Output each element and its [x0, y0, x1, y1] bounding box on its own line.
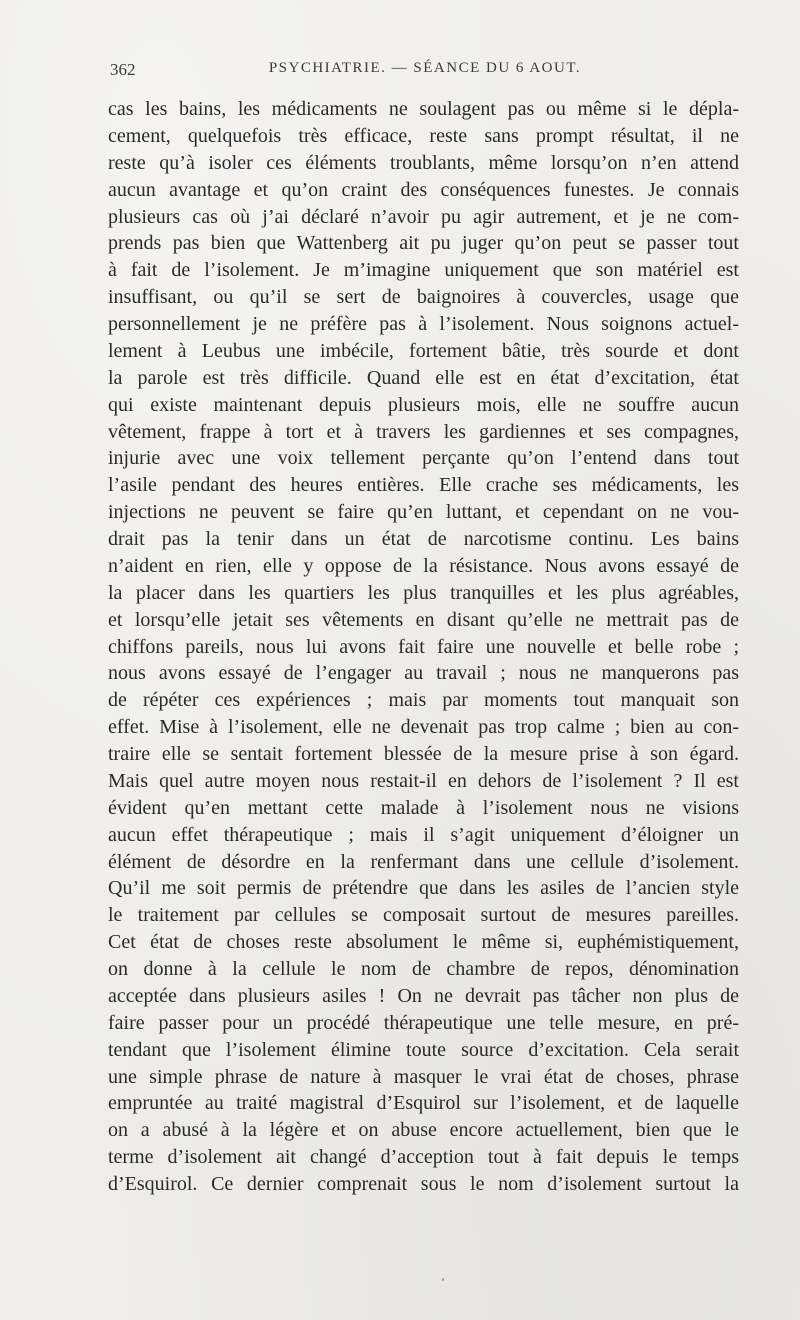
- text-line: à fait de l’isolement. Je m’imagine uniquement que son matériel est: [108, 259, 739, 282]
- text-line: prends pas bien que Wattenberg ait pu juger qu’on peut se passer tout: [108, 232, 739, 255]
- page-speck: [442, 1278, 444, 1281]
- text-line: personnellement je ne préfère pas à l’isolement. Nous soignons actuel-: [108, 313, 739, 335]
- text-line: chiffons pareils, nous lui avons fait faire une nouvelle et belle robe ;: [108, 635, 739, 658]
- text-line: effet. Mise à l’isolement, elle ne devenait pas trop calme ; bien au con-: [108, 716, 739, 739]
- text-line: reste qu’à isoler ces éléments troublants, même lorsqu’on n’en attend: [108, 151, 739, 174]
- text-line: acceptée dans plusieurs asiles ! On ne devrait pas tâcher non plus de: [108, 984, 739, 1007]
- running-title: PSYCHIATRIE. — SÉANCE DU 6 AOUT.: [268, 60, 582, 76]
- text-line: Cet état de choses reste absolument le même si, euphémistiquement,: [108, 931, 739, 954]
- text-line: n’aident en rien, elle y oppose de la résistance. Nous avons essayé de: [108, 554, 739, 577]
- text-line: la placer dans les quartiers les plus tranquilles et les plus agréables,: [108, 581, 739, 604]
- text-line: empruntée au traité magistral d’Esquirol sur l’isolement, et de laquelle: [108, 1092, 739, 1115]
- text-line: on a abusé à la légère et on abuse encore actuellement, bien que le: [108, 1119, 739, 1142]
- text-line: cement, quelquefois très efficace, reste sans prompt résultat, il ne: [108, 124, 739, 147]
- text-line: drait pas la tenir dans un état de narcotisme continu. Les bains: [108, 528, 739, 550]
- text-line: d’Esquirol. Ce dernier comprenait sous le nom d’isolement surtout la: [108, 1173, 739, 1195]
- text-line: injections ne peuvent se faire qu’en luttant, et cependant on ne vou-: [108, 501, 739, 524]
- text-line: évident qu’en mettant cette malade à l’isolement nous ne visions: [108, 796, 739, 819]
- text-line: insuffisant, ou qu’il se sert de baignoires à couvercles, usage que: [108, 286, 739, 309]
- text-line: plusieurs cas où j’ai déclaré n’avoir pu agir autrement, et je ne com-: [108, 205, 739, 228]
- text-line: lement à Leubus une imbécile, fortement bâtie, très sourde et dont: [108, 339, 739, 362]
- body-text: [108, 96, 739, 1198]
- text-line: l’asile pendant des heures entières. Elle crache ses médicaments, les: [108, 474, 739, 497]
- text-line: une simple phrase de nature à masquer le vrai état de choses, phrase: [108, 1065, 739, 1088]
- text-line: tendant que l’isolement élimine toute source d’excitation. Cela serait: [108, 1038, 739, 1061]
- page-number: 362: [110, 60, 136, 79]
- text-line: le traitement par cellules se composait surtout de mesures pareilles.: [108, 904, 739, 927]
- text-line: on donne à la cellule le nom de chambre de repos, dénomination: [108, 958, 739, 980]
- text-line: nous avons essayé de l’engager au travail ; nous ne manquerons pas: [108, 662, 739, 685]
- text-line: Qu’il me soit permis de prétendre que dans les asiles de l’ancien style: [108, 877, 739, 900]
- text-line: traire elle se sentait fortement blessée de la mesure prise à son égard.: [108, 743, 739, 765]
- text-line: élément de désordre en la renfermant dans une cellule d’isolement.: [108, 850, 739, 873]
- text-line: vêtement, frappe à tort et à travers les gardiennes et ses compagnes,: [108, 420, 739, 443]
- text-line: terme d’isolement ait changé d’acception tout à fait depuis le temps: [108, 1146, 739, 1169]
- text-line: Mais quel autre moyen nous restait-il en dehors de l’isolement ? Il est: [108, 769, 739, 792]
- text-line: aucun effet thérapeutique ; mais il s’agit uniquement d’éloigner un: [108, 823, 739, 846]
- text-line: qui existe maintenant depuis plusieurs mois, elle ne souffre aucun: [108, 393, 739, 416]
- text-line: la parole est très difficile. Quand elle est en état d’excitation, état: [108, 366, 739, 389]
- text-line: cas les bains, les médicaments ne soulagent pas ou même si le dépla-: [108, 98, 739, 120]
- text-line: et lorsqu’elle jetait ses vêtements en disant qu’elle ne mettrait pas de: [108, 608, 739, 631]
- page-header: [110, 60, 740, 84]
- text-line: faire passer pour un procédé thérapeutique une telle mesure, en pré-: [108, 1011, 739, 1034]
- text-line: de répéter ces expériences ; mais par moments tout manquait son: [108, 689, 739, 712]
- text-line: aucun avantage et qu’on craint des conséquences funestes. Je connais: [108, 178, 739, 201]
- text-line: injurie avec une voix tellement perçante qu’on l’entend dans tout: [108, 447, 739, 470]
